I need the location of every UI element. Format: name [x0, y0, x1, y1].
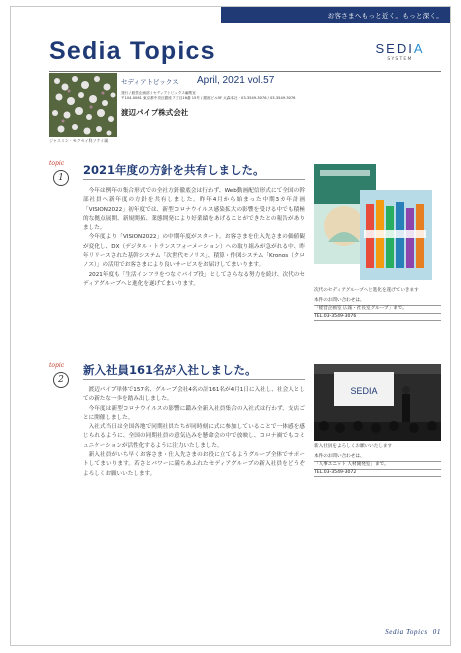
- topic-2-rule: [83, 379, 305, 380]
- svg-text:SEDIA: SEDIA: [350, 386, 378, 396]
- newsletter-title: Sedia Topics: [49, 37, 216, 65]
- topic-2-paragraph: 今年度は新型コロナウイルスの影響に鑑み全新入社員集合の入社式は行わず、支店ごとに開催しました。: [83, 405, 305, 421]
- pub-line-1: 発行 / 経営企画部 / セディアトピックス編集室: [121, 91, 196, 95]
- topic-1-photos: [314, 164, 441, 284]
- topic-2-body: [83, 386, 305, 479]
- footer-label: Sedia Topics: [385, 628, 428, 636]
- topic-2-paragraph: 新入社員がいち早くお客さま・仕入先さまのお役に立てるようグループ全体でサポートしてまいります。若さとパワーに満ちあふれたセディアグループの新入社員をどうぞよろしくお願いいたします。: [83, 452, 305, 477]
- publisher-name: 渡辺パイプ株式会社: [121, 108, 189, 117]
- photo-caption: ジャスミン · モクセイ科ソケイ属: [49, 138, 109, 143]
- topic-2-photo: [314, 364, 441, 441]
- topic-1-paragraph: 2021年度も「生活インフラをつなぐパイプ役」としてさらなる努力を続け、次代のセディアグループへと進化を遂げてまいります。: [83, 271, 305, 287]
- issue-date: April, 2021 vol.57: [197, 75, 275, 86]
- topic-1-body: [83, 187, 305, 289]
- page-number: 01: [432, 628, 441, 636]
- flower-photo: [49, 73, 117, 137]
- topic-2-title: 新入社員161名が入社しました。: [83, 363, 257, 377]
- pub-line-2: 〒104-0061 東京都中央区銀座 7丁目16番 15号 / 銀座ビル5F 大森本社 · 03-3549-3076 / 03-3549-3076: [121, 96, 296, 101]
- contact-line: 「人事ユニット 人材開発室」まで。: [314, 462, 441, 470]
- contact-line: 本件のお問い合わせは、: [314, 454, 441, 462]
- topic-2-paragraph: 渡辺パイプ単体で157名、グループ会社4名の計161名が4月1日に入社し、社会人としての新たな一歩を踏み出しました。: [83, 387, 305, 403]
- topic-2-paragraph: 入社式当日は全国各地で同期社員たちが同時刻に式に参加していることで一体感を感じられるように、全国の同期社員の意気込みを懸命会の中で放映し、コロナ禍でもコミュニケーションが活性化するように注力いたしました。: [83, 424, 305, 449]
- logo-word: SEDIA: [375, 41, 425, 56]
- header-rule: [49, 71, 441, 72]
- topic-1-label: topic: [49, 160, 65, 167]
- topic-1-paragraph: 今年は例年の集合形式での全社方針徹底会は行わず、Web動画配信形式にて全国の幹部社員へ新年度の方針を共有しました。昨年4月から始まった中期3カ年計画「VISION2022」初年度では、新型コロナウイルス感染拡大の影響を受ける中でも積極的な拠点展開、新規開拓、業態開発により好業績をあげることができたとの報告がありました。: [83, 188, 305, 232]
- topic-1-rule: [83, 179, 305, 180]
- topic-2-side-caption: 新入社員をよろしくお願いいたします: [314, 444, 393, 449]
- contact-line: TEL.03-3549-3076: [314, 314, 441, 322]
- sedia-logo: [369, 41, 431, 62]
- issue-row: [121, 75, 441, 86]
- topic-2-label: topic: [49, 362, 65, 369]
- logo-subtitle: SYSTEM: [387, 57, 413, 62]
- contact-line: TEL.03-3549-3072: [314, 470, 441, 478]
- topic-1-title: 2021年度の方針を共有しました。: [83, 163, 265, 177]
- topic-1-paragraph: 今年度より「VISION2022」の中期年度がスタート。お客さまを仕入先さまの価値観が変化し、DX（デジタル・トランスフォーメーション）への取り組みが急がれる中、昨年リリースされた基幹システム「次世代モノリス」、積算・作図システム「Kronos（クロノス）」の活用でお客さまにより良いサービスをお届けしてまいります。: [83, 234, 305, 269]
- tagline-bar: [221, 7, 451, 23]
- topic-2-number: 2: [53, 372, 69, 388]
- contact-line: 本件のお問い合わせは、: [314, 298, 441, 306]
- issue-name: セディアトピックス: [121, 78, 179, 86]
- tagline: お客さまへもっと近く。もっと深く。: [327, 12, 443, 20]
- publication-info: [121, 91, 441, 102]
- contact-line: 「経営企画室 広報・社長室グループ」まで。: [314, 306, 441, 314]
- newsletter-page: [10, 6, 451, 646]
- topic-2-contact: [314, 454, 441, 477]
- topic-1-number: 1: [53, 170, 69, 186]
- page-footer: [11, 619, 441, 638]
- topic-1-side-caption: 次代のセディアグループへと進化を遂げていきます: [314, 288, 419, 293]
- topic-1-contact: [314, 298, 441, 321]
